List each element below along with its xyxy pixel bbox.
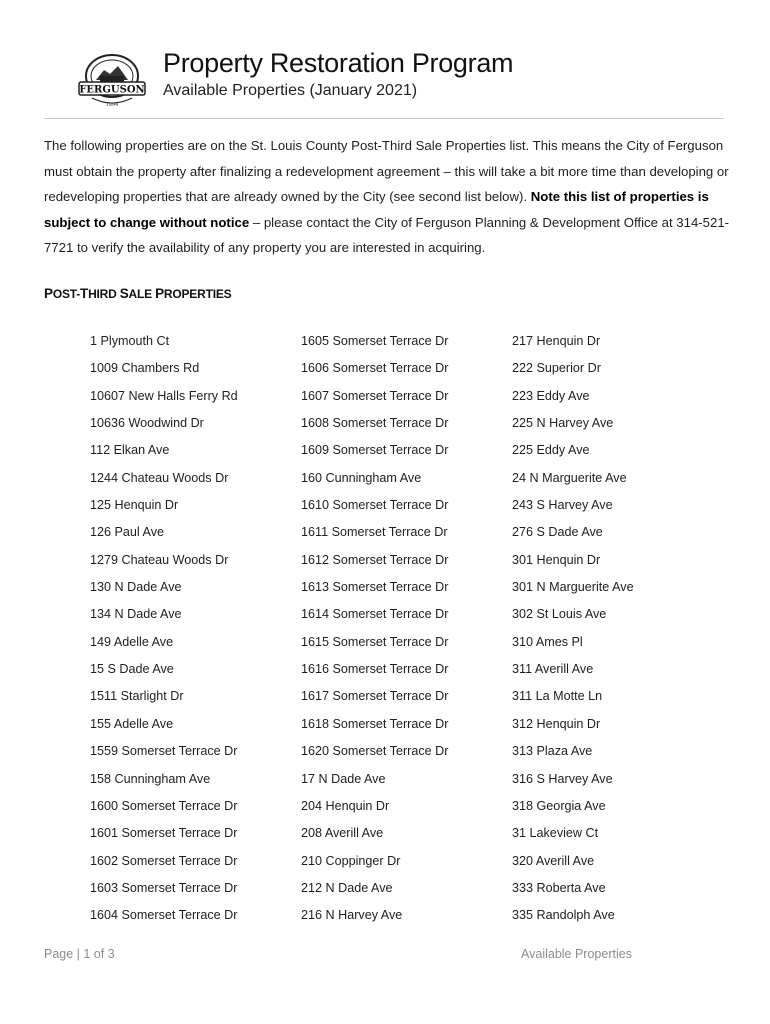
property-address: 1616 Somerset Terrace Dr xyxy=(301,662,449,677)
property-address: 318 Georgia Ave xyxy=(512,798,606,813)
property-address: 204 Henquin Dr xyxy=(301,798,390,813)
property-address: 1009 Chambers Rd xyxy=(90,361,200,376)
property-address: 1279 Chateau Woods Dr xyxy=(90,552,229,567)
property-address: 1617 Somerset Terrace Dr xyxy=(301,689,449,704)
property-address: 1559 Somerset Terrace Dr xyxy=(90,744,238,759)
property-address: 130 N Dade Ave xyxy=(90,580,182,595)
property-address: 335 Randolph Ave xyxy=(512,908,615,923)
property-address: 1600 Somerset Terrace Dr xyxy=(90,798,238,813)
property-address: 301 Henquin Dr xyxy=(512,552,601,567)
property-address: 1607 Somerset Terrace Dr xyxy=(301,388,449,403)
property-address: 1612 Somerset Terrace Dr xyxy=(301,552,449,567)
property-address: 10636 Woodwind Dr xyxy=(90,416,204,431)
seal-icon xyxy=(74,50,150,112)
property-address: 1 Plymouth Ct xyxy=(90,334,170,348)
svg-text:1894: 1894 xyxy=(105,102,119,108)
intro-paragraph xyxy=(44,133,734,261)
property-address: 160 Cunningham Ave xyxy=(301,470,422,485)
property-address: 216 N Harvey Ave xyxy=(301,908,403,923)
property-address: 126 Paul Ave xyxy=(90,525,164,540)
property-column-2 xyxy=(301,331,506,933)
property-address: 1613 Somerset Terrace Dr xyxy=(301,580,449,595)
property-column-3 xyxy=(512,331,717,933)
property-address: 24 N Marguerite Ave xyxy=(512,470,627,485)
property-address: 1601 Somerset Terrace Dr xyxy=(90,826,238,841)
property-address: 316 S Harvey Ave xyxy=(512,771,613,786)
svg-text:FERGUSON: FERGUSON xyxy=(79,84,145,96)
property-address: 112 Elkan Ave xyxy=(90,443,170,458)
property-address: 31 Lakeview Ct xyxy=(512,826,599,841)
property-address: 1244 Chateau Woods Dr xyxy=(90,470,229,485)
property-address: 1603 Somerset Terrace Dr xyxy=(90,880,238,895)
property-address: 312 Henquin Dr xyxy=(512,716,601,731)
property-address: 313 Plaza Ave xyxy=(512,744,593,759)
property-address: 1609 Somerset Terrace Dr xyxy=(301,443,449,458)
property-address: 155 Adelle Ave xyxy=(90,716,174,731)
property-address: 208 Averill Ave xyxy=(301,826,384,841)
property-address: 134 N Dade Ave xyxy=(90,607,182,622)
ferguson-city-seal-logo xyxy=(74,50,150,112)
property-address: 210 Coppinger Dr xyxy=(301,853,401,868)
intro-note-bold: Note this list of properties is subject to change without notice xyxy=(44,189,709,230)
property-address: 1606 Somerset Terrace Dr xyxy=(301,361,449,376)
property-address: 212 N Dade Ave xyxy=(301,880,393,895)
property-address: 1605 Somerset Terrace Dr xyxy=(301,334,449,348)
property-address: 222 Superior Dr xyxy=(512,361,601,376)
property-address: 125 Henquin Dr xyxy=(90,498,179,513)
property-address: 149 Adelle Ave xyxy=(90,634,174,649)
section-heading: POST-THIRD SALE PROPERTIES xyxy=(44,286,232,301)
property-address: 311 Averill Ave xyxy=(512,662,594,677)
intro-text-1: The following properties are on the St. Louis County Post-Third Sale Properties list. This means the City of Ferguson must obtain the property after finalizing a redevelopment agreement – this will take a bit more time than developing or redeveloping properties that are already owned by the City (see second list below). xyxy=(44,138,729,204)
footer-label: Available Properties xyxy=(521,947,632,961)
property-address: 333 Roberta Ave xyxy=(512,880,606,895)
property-address: 302 St Louis Ave xyxy=(512,607,607,622)
property-address: 1611 Somerset Terrace Dr xyxy=(301,525,448,540)
property-address: 15 S Dade Ave xyxy=(90,662,174,677)
header-divider xyxy=(44,118,724,119)
property-address: 320 Averill Ave xyxy=(512,853,595,868)
property-address: 17 N Dade Ave xyxy=(301,771,386,786)
property-address: 1620 Somerset Terrace Dr xyxy=(301,744,449,759)
property-address: 301 N Marguerite Ave xyxy=(512,580,634,595)
property-address: 223 Eddy Ave xyxy=(512,388,590,403)
property-address: 1602 Somerset Terrace Dr xyxy=(90,853,238,868)
property-address: 1618 Somerset Terrace Dr xyxy=(301,716,449,731)
property-address: 276 S Dade Ave xyxy=(512,525,603,540)
property-address: 1511 Starlight Dr xyxy=(90,689,184,704)
property-address: 1610 Somerset Terrace Dr xyxy=(301,498,449,513)
property-address: 1615 Somerset Terrace Dr xyxy=(301,634,449,649)
property-address: 311 La Motte Ln xyxy=(512,689,603,704)
property-address: 1608 Somerset Terrace Dr xyxy=(301,416,449,431)
property-address: 1614 Somerset Terrace Dr xyxy=(301,607,449,622)
page-title: Property Restoration Program xyxy=(163,48,514,78)
property-address: 10607 New Halls Ferry Rd xyxy=(90,388,238,403)
property-address: 217 Henquin Dr xyxy=(512,334,601,348)
property-address: 158 Cunningham Ave xyxy=(90,771,211,786)
property-column-1 xyxy=(90,331,295,933)
property-address: 225 N Harvey Ave xyxy=(512,416,614,431)
page-subtitle: Available Properties (January 2021) xyxy=(163,82,418,99)
property-address: 1604 Somerset Terrace Dr xyxy=(90,908,238,923)
intro-text-2: – please contact the City of Ferguson Planning & Development Office at 314-521-7721 to verify the availability of any property you are interested in acquiring. xyxy=(44,214,730,255)
property-address: 225 Eddy Ave xyxy=(512,443,590,458)
page-number: Page | 1 of 3 xyxy=(44,947,115,961)
property-address: 243 S Harvey Ave xyxy=(512,498,613,513)
property-address: 310 Ames Pl xyxy=(512,634,583,649)
